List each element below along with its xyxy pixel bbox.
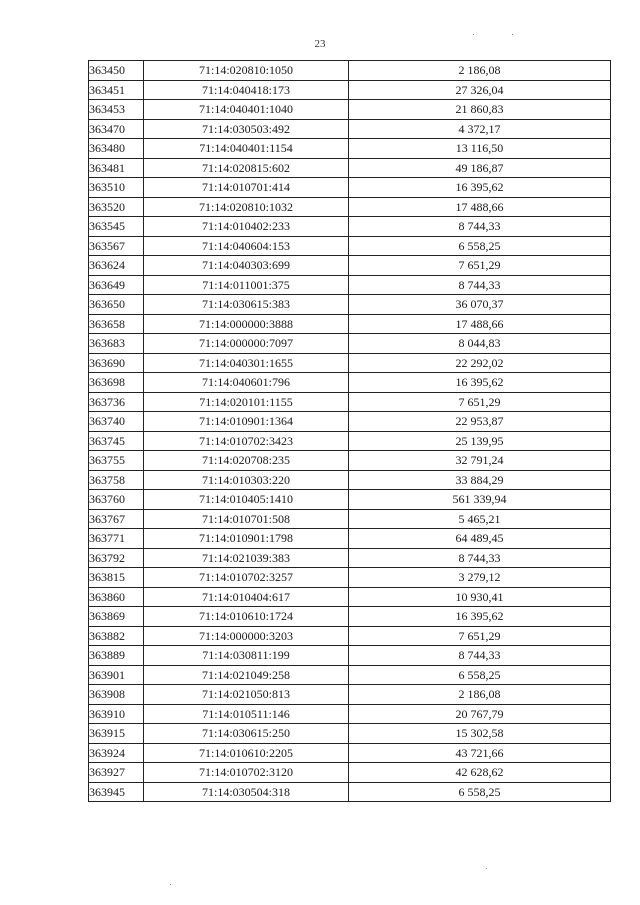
table-row (89, 353, 611, 373)
amount-cell: 17 488,66 (349, 314, 611, 334)
parcel-id-cell: 363945 (89, 782, 144, 802)
cadastral-number-cell: 71:14:040418:173 (144, 80, 349, 100)
cadastral-number-cell: 71:14:010610:2205 (144, 743, 349, 763)
table-row (89, 509, 611, 529)
table-row (89, 743, 611, 763)
table-row (89, 178, 611, 198)
table-row (89, 646, 611, 666)
parcel-id-cell: 363658 (89, 314, 144, 334)
cadastral-number-cell: 71:14:010901:1798 (144, 529, 349, 549)
cadastral-number-cell: 71:14:010702:3120 (144, 763, 349, 783)
table-row (89, 236, 611, 256)
cadastral-number-cell: 71:14:011001:375 (144, 275, 349, 295)
table-row (89, 256, 611, 276)
table-row (89, 392, 611, 412)
amount-cell: 15 302,58 (349, 724, 611, 744)
parcel-id-cell: 363736 (89, 392, 144, 412)
cadastral-number-cell: 71:14:020815:602 (144, 158, 349, 178)
amount-cell: 8 744,33 (349, 646, 611, 666)
scan-speck (486, 868, 487, 869)
parcel-id-cell: 363915 (89, 724, 144, 744)
amount-cell: 33 884,29 (349, 470, 611, 490)
cadastral-number-cell: 71:14:010702:3257 (144, 568, 349, 588)
parcel-id-cell: 363792 (89, 548, 144, 568)
parcel-id-cell: 363771 (89, 529, 144, 549)
amount-cell: 561 339,94 (349, 490, 611, 510)
table-row (89, 119, 611, 139)
amount-cell: 22 953,87 (349, 412, 611, 432)
table-row (89, 685, 611, 705)
amount-cell: 7 651,29 (349, 256, 611, 276)
amount-cell: 22 292,02 (349, 353, 611, 373)
parcel-id-cell: 363882 (89, 626, 144, 646)
parcel-id-cell: 363650 (89, 295, 144, 315)
parcel-id-cell: 363758 (89, 470, 144, 490)
amount-cell: 16 395,62 (349, 607, 611, 627)
amount-cell: 17 488,66 (349, 197, 611, 217)
cadastral-number-cell: 71:14:040301:1655 (144, 353, 349, 373)
table-row (89, 139, 611, 159)
table-row (89, 548, 611, 568)
table-row (89, 431, 611, 451)
cadastral-number-cell: 71:14:030811:199 (144, 646, 349, 666)
cadastral-number-cell: 71:14:030503:492 (144, 119, 349, 139)
cadastral-number-cell: 71:14:030615:383 (144, 295, 349, 315)
cadastral-number-cell: 71:14:040604:153 (144, 236, 349, 256)
parcel-id-cell: 363889 (89, 646, 144, 666)
parcel-id-cell: 363698 (89, 373, 144, 393)
amount-cell: 7 651,29 (349, 626, 611, 646)
amount-cell: 2 186,08 (349, 61, 611, 81)
cadastral-number-cell: 71:14:010702:3423 (144, 431, 349, 451)
table-row (89, 490, 611, 510)
cadastral-number-cell: 71:14:000000:3888 (144, 314, 349, 334)
amount-cell: 2 186,08 (349, 685, 611, 705)
parcel-id-cell: 363924 (89, 743, 144, 763)
parcel-id-cell: 363481 (89, 158, 144, 178)
table-body (89, 61, 611, 802)
parcel-id-cell: 363760 (89, 490, 144, 510)
parcel-id-cell: 363767 (89, 509, 144, 529)
cadastral-table (88, 60, 611, 802)
table-row (89, 61, 611, 81)
amount-cell: 25 139,95 (349, 431, 611, 451)
amount-cell: 64 489,45 (349, 529, 611, 549)
table-row (89, 334, 611, 354)
table-row (89, 197, 611, 217)
cadastral-number-cell: 71:14:010511:146 (144, 704, 349, 724)
parcel-id-cell: 363510 (89, 178, 144, 198)
table-row (89, 217, 611, 237)
cadastral-number-cell: 71:14:020101:1155 (144, 392, 349, 412)
parcel-id-cell: 363927 (89, 763, 144, 783)
parcel-id-cell: 363470 (89, 119, 144, 139)
cadastral-number-cell: 71:14:040601:796 (144, 373, 349, 393)
parcel-id-cell: 363901 (89, 665, 144, 685)
amount-cell: 4 372,17 (349, 119, 611, 139)
parcel-id-cell: 363453 (89, 100, 144, 120)
table-row (89, 100, 611, 120)
table-row (89, 529, 611, 549)
table-row (89, 451, 611, 471)
amount-cell: 5 465,21 (349, 509, 611, 529)
parcel-id-cell: 363624 (89, 256, 144, 276)
cadastral-number-cell: 71:14:021049:258 (144, 665, 349, 685)
table-row (89, 607, 611, 627)
table-row (89, 275, 611, 295)
table-row (89, 568, 611, 588)
amount-cell: 36 070,37 (349, 295, 611, 315)
table-row (89, 763, 611, 783)
parcel-id-cell: 363450 (89, 61, 144, 81)
cadastral-number-cell: 71:14:010402:233 (144, 217, 349, 237)
amount-cell: 8 044,83 (349, 334, 611, 354)
cadastral-number-cell: 71:14:010901:1364 (144, 412, 349, 432)
cadastral-number-cell: 71:14:010405:1410 (144, 490, 349, 510)
amount-cell: 21 860,83 (349, 100, 611, 120)
amount-cell: 20 767,79 (349, 704, 611, 724)
parcel-id-cell: 363908 (89, 685, 144, 705)
parcel-id-cell: 363740 (89, 412, 144, 432)
cadastral-number-cell: 71:14:030615:250 (144, 724, 349, 744)
amount-cell: 6 558,25 (349, 236, 611, 256)
parcel-id-cell: 363860 (89, 587, 144, 607)
cadastral-number-cell: 71:14:010303:220 (144, 470, 349, 490)
table-row (89, 724, 611, 744)
parcel-id-cell: 363683 (89, 334, 144, 354)
table-row (89, 626, 611, 646)
cadastral-number-cell: 71:14:040303:699 (144, 256, 349, 276)
amount-cell: 8 744,33 (349, 217, 611, 237)
amount-cell: 8 744,33 (349, 548, 611, 568)
cadastral-number-cell: 71:14:021039:383 (144, 548, 349, 568)
amount-cell: 13 116,50 (349, 139, 611, 159)
parcel-id-cell: 363520 (89, 197, 144, 217)
cadastral-number-cell: 71:14:020708:235 (144, 451, 349, 471)
table-row (89, 782, 611, 802)
cadastral-number-cell: 71:14:021050:813 (144, 685, 349, 705)
table-row (89, 80, 611, 100)
cadastral-number-cell: 71:14:030504:318 (144, 782, 349, 802)
amount-cell: 49 186,87 (349, 158, 611, 178)
table-row (89, 412, 611, 432)
table-row (89, 373, 611, 393)
amount-cell: 6 558,25 (349, 782, 611, 802)
amount-cell: 43 721,66 (349, 743, 611, 763)
amount-cell: 7 651,29 (349, 392, 611, 412)
cadastral-number-cell: 71:14:010701:508 (144, 509, 349, 529)
table-row (89, 295, 611, 315)
cadastral-number-cell: 71:14:040401:1040 (144, 100, 349, 120)
amount-cell: 16 395,62 (349, 178, 611, 198)
parcel-id-cell: 363649 (89, 275, 144, 295)
cadastral-number-cell: 71:14:020810:1050 (144, 61, 349, 81)
table-row (89, 158, 611, 178)
amount-cell: 42 628,62 (349, 763, 611, 783)
scan-speck (512, 34, 513, 35)
page-number: 23 (314, 38, 326, 50)
parcel-id-cell: 363567 (89, 236, 144, 256)
cadastral-number-cell: 71:14:010610:1724 (144, 607, 349, 627)
cadastral-number-cell: 71:14:010701:414 (144, 178, 349, 198)
amount-cell: 16 395,62 (349, 373, 611, 393)
parcel-id-cell: 363545 (89, 217, 144, 237)
parcel-id-cell: 363910 (89, 704, 144, 724)
amount-cell: 27 326,04 (349, 80, 611, 100)
amount-cell: 32 791,24 (349, 451, 611, 471)
parcel-id-cell: 363480 (89, 139, 144, 159)
amount-cell: 8 744,33 (349, 275, 611, 295)
scan-speck (473, 34, 474, 35)
table-row (89, 704, 611, 724)
cadastral-number-cell: 71:14:010404:617 (144, 587, 349, 607)
parcel-id-cell: 363690 (89, 353, 144, 373)
cadastral-number-cell: 71:14:000000:7097 (144, 334, 349, 354)
scan-speck (170, 884, 171, 885)
table-row (89, 587, 611, 607)
cadastral-number-cell: 71:14:000000:3203 (144, 626, 349, 646)
parcel-id-cell: 363451 (89, 80, 144, 100)
amount-cell: 6 558,25 (349, 665, 611, 685)
cadastral-number-cell: 71:14:040401:1154 (144, 139, 349, 159)
parcel-id-cell: 363745 (89, 431, 144, 451)
parcel-id-cell: 363815 (89, 568, 144, 588)
amount-cell: 3 279,12 (349, 568, 611, 588)
table-row (89, 314, 611, 334)
table-row (89, 665, 611, 685)
cadastral-number-cell: 71:14:020810:1032 (144, 197, 349, 217)
amount-cell: 10 930,41 (349, 587, 611, 607)
table-row (89, 470, 611, 490)
parcel-id-cell: 363755 (89, 451, 144, 471)
parcel-id-cell: 363869 (89, 607, 144, 627)
